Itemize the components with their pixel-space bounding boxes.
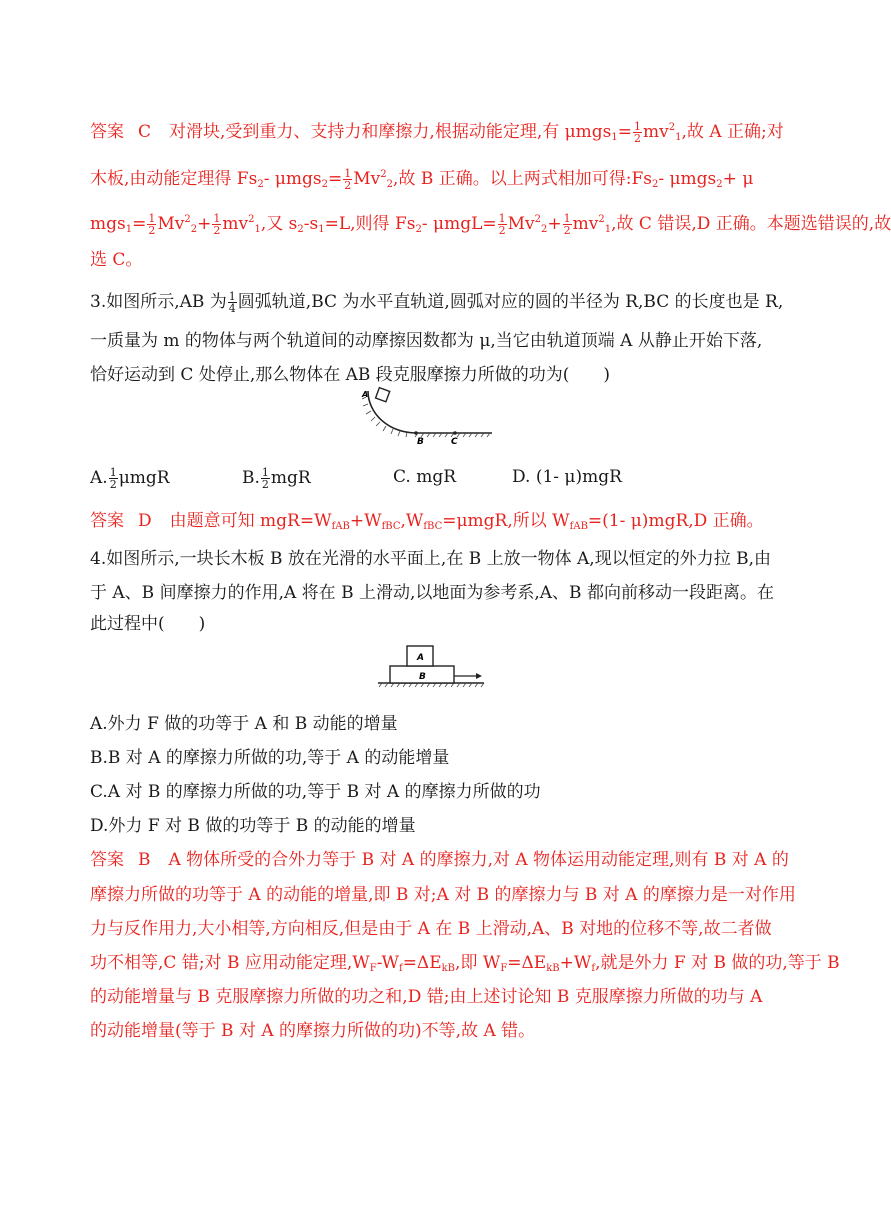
answer-d-line: 答案 D 由题意可知 $mgR=W_{fAB}+W_{fBC},W_{fBC}=\mu mgR$,所以 $W_{fAB}=(1-$ μ)mgR,D 正确。 — [90, 511, 764, 532]
q3-line-2: 一质量为 m 的物体与两个轨道间的动摩擦因数都为 μ,当它由轨道顶端 A 从静止开始下落, — [90, 331, 763, 351]
answer-c-line-3: mgs$_1$= $\frac{1}{2}$ $Mv^2_2+$ $\frac{1}{2}$ $mv^2_1$,又 $s_2-s_1=L$,则得 $Fs_2-$ μmgL= $\frac{1}{2}$ $Mv^2_2+$ $\frac{1}{2}$ $mv^2_1$,故 C 错误,D 正确。本题选错误的,故 — [90, 212, 891, 237]
label-c: C — [451, 437, 458, 447]
answer-b-line-2: 摩擦力所做的功等于 A 的动能的增量,即 B 对;A 对 B 的摩擦力与 B 对 A 的摩擦力是一对作用 — [90, 885, 796, 905]
answer-b-line-3: 力与反作用力,大小相等,方向相反,但是由于 A 在 B 上滑动,A、B 对地的位移不等,故二者做 — [90, 919, 772, 939]
q4-option-d: D.外力 F 对 B 做的功等于 B 的动能的增量 — [90, 816, 416, 836]
answer-b-line-5: 的动能增量与 B 克服摩擦力所做的功之和,D 错;由上述讨论知 B 克服摩擦力所做的功与 A — [90, 987, 763, 1007]
answer-label: 答案 — [90, 122, 124, 142]
q3-option-a: A. $\frac{1}{2}$ μmgR — [90, 466, 170, 491]
answer-c-line-1: 答案 C 对滑块,受到重力、支持力和摩擦力,根据动能定理,有 μmgs$_1$= $\frac{1}{2}$ $mv^2_1$,故 A 正确;对 — [90, 120, 784, 145]
q4-option-b: B.B 对 A 的摩擦力所做的功,等于 A 的动能增量 — [90, 748, 450, 768]
answer-c-line-2: 木板,由动能定理得 $Fs_2-$ μmgs$_2$= $\frac{1}{2}$ $Mv^2_2$,故 B 正确。以上两式相加可得$:Fs_2-$ μmgs$_2$+ μ — [90, 167, 754, 192]
answer-key: C — [138, 122, 152, 142]
q4-option-c: C.A 对 B 的摩擦力所做的功,等于 B 对 A 的摩擦力所做的功 — [90, 782, 541, 802]
answer-b-line-6: 的动能增量(等于 B 对 A 的摩擦力所做的功)不等,故 A 错。 — [90, 1021, 536, 1041]
answer-b-line-4: 功不相等,C 错;对 B 应用动能定理$,W_F-W_f=\Delta E_{kB}$,即 $W_F=\Delta E_{kB}+W_f$,就是外力 F 对 B 做的功,等于 B — [90, 953, 840, 974]
q4-line-3: 此过程中( ) — [90, 614, 206, 634]
q4-line-1: 4.如图所示,一块长木板 B 放在光滑的水平面上,在 B 上放一物体 A,现以恒定的外力拉 B,由 — [90, 549, 772, 569]
fraction-one-quarter: $\frac{1}{4}$ — [228, 290, 236, 315]
q3-figure-arc-track — [360, 387, 495, 445]
label-b: B — [419, 672, 426, 682]
label-a: A — [417, 653, 424, 663]
q4-line-2: 于 A、B 间摩擦力的作用,A 将在 B 上滑动,以地面为参考系,A、B 都向前移动一段距离。在 — [90, 583, 774, 603]
answer-b-line-1: 答案 B A 物体所受的合外力等于 B 对 A 的摩擦力,对 A 物体运用动能定理,则有 B 对 A 的 — [90, 850, 789, 870]
q3-option-d: D. (1- μ)mgR — [512, 467, 622, 487]
q4-figure-block-on-board — [376, 644, 486, 690]
q3-line-3: 恰好运动到 C 处停止,那么物体在 AB 段克服摩擦力所做的功为( ) — [90, 365, 611, 385]
fraction-one-half: $\frac{1}{2}$ — [344, 167, 352, 192]
q3-option-c: C. mgR — [393, 467, 457, 487]
label-b: B — [417, 437, 424, 447]
q3-line-1: 3.如图所示,AB 为 $\frac{1}{4}$ 圆弧轨道,BC 为水平直轨道,圆弧对应的圆的半径为 R,BC 的长度也是 R, — [90, 290, 784, 315]
answer-c-line-4: 选 C。 — [90, 250, 143, 270]
q3-option-b: B. $\frac{1}{2}$ mgR — [242, 466, 311, 491]
label-a: A — [362, 390, 369, 399]
fraction-one-half: $\frac{1}{2}$ — [634, 120, 642, 145]
q4-option-a: A.外力 F 做的功等于 A 和 B 动能的增量 — [90, 714, 398, 734]
